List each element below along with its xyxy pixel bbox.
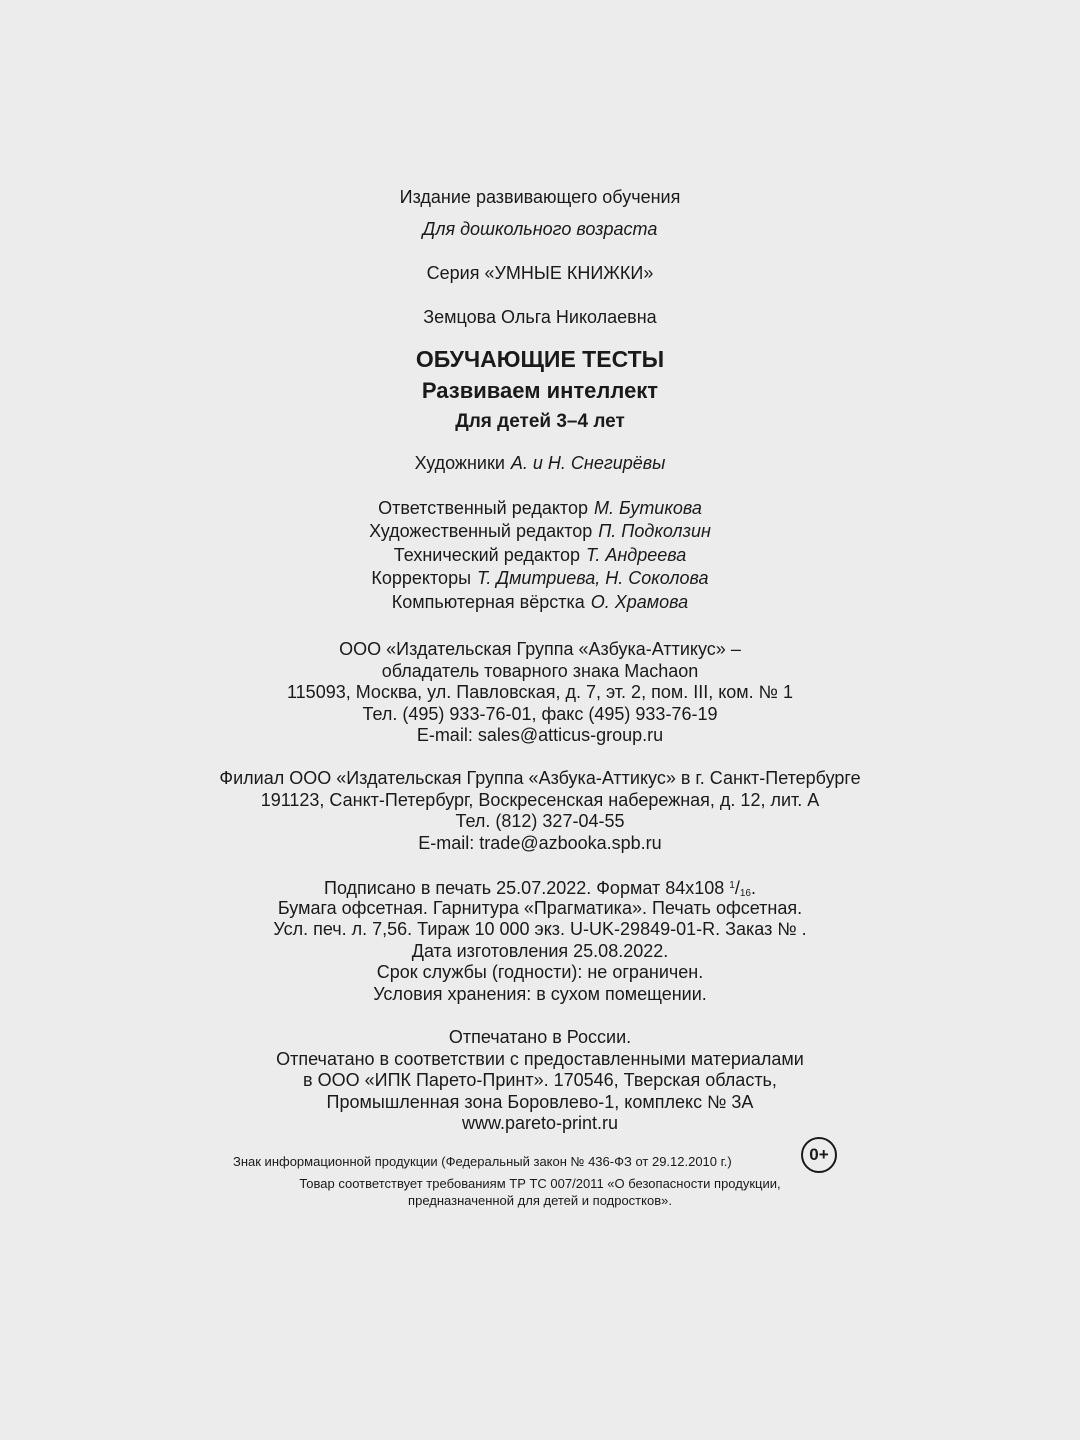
- branch-phone: Тел. (812) 327-04-55: [455, 811, 625, 831]
- format-numerator: 1: [729, 880, 735, 891]
- edition-type: Издание развивающего обучения: [399, 187, 681, 207]
- credit-name: Т. Дмитриева, Н. Соколова: [477, 568, 709, 588]
- book-title: ОБУЧАЮЩИЕ ТЕСТЫ: [415, 346, 665, 372]
- signed-text: Подписано в печать 25.07.2022. Формат 84x108: [324, 878, 725, 898]
- info-sign: Знак информационной продукции (Федеральный закон № 436-ФЗ от 29.12.2010 г.): [233, 1154, 732, 1169]
- shelf-life: Срок службы (годности): не ограничен.: [376, 962, 704, 982]
- credit-line: [0, 520, 1080, 542]
- author: Земцова Ольга Николаевна: [423, 307, 657, 327]
- credit-line: [0, 544, 1080, 566]
- signed-to-print: Подписано в печать 25.07.2022. Формат 84x108 $^1/_{16}$.: [324, 878, 756, 899]
- credit-role: Ответственный редактор: [378, 498, 588, 518]
- branch-name: Филиал ООО «Издательская Группа «Азбука-Аттикус» в г. Санкт-Петербурге: [219, 768, 861, 788]
- printer-name: в ООО «ИПК Парето-Принт». 170546, Тверская область,: [303, 1070, 777, 1090]
- publisher-email: E-mail: sales@atticus-group.ru: [416, 725, 664, 745]
- artists-label: Художники: [414, 453, 505, 473]
- credit-name: Т. Андреева: [585, 545, 687, 565]
- compliance-line-2: предназначенной для детей и подростков».: [408, 1193, 672, 1208]
- book-subtitle: Развиваем интеллект: [421, 378, 659, 403]
- format-denominator: 16: [739, 888, 751, 899]
- sheets-info: Усл. печ. л. 7,56. Тираж 10 000 экз. U-UK-29849-01-R. Заказ № .: [273, 919, 807, 939]
- branch-email: E-mail: trade@azbooka.spb.ru: [418, 833, 662, 853]
- credit-name: П. Подколзин: [598, 521, 711, 541]
- manufacture-date: Дата изготовления 25.08.2022.: [411, 941, 669, 961]
- credit-role: Корректоры: [371, 568, 472, 588]
- publisher-trademark: обладатель товарного знака Machaon: [381, 661, 699, 681]
- storage-conditions: Условия хранения: в сухом помещении.: [373, 984, 707, 1004]
- publisher-name: ООО «Издательская Группа «Азбука-Аттикус» –: [339, 639, 741, 659]
- credit-role: Технический редактор: [393, 545, 580, 565]
- publisher-address: 115093, Москва, ул. Павловская, д. 7, эт. 2, пом. III, ком. № 1: [287, 682, 793, 702]
- compliance-line-1: Товар соответствует требованиям ТР ТС 007/2011 «О безопасности продукции,: [299, 1176, 781, 1191]
- series: Серия «УМНЫЕ КНИЖКИ»: [426, 263, 654, 283]
- publisher-phone: Тел. (495) 933-76-01, факс (495) 933-76-19: [362, 704, 718, 724]
- branch-address: 191123, Санкт-Петербург, Воскресенская набережная, д. 12, лит. А: [260, 790, 820, 810]
- artists-names: А. и Н. Снегирёвы: [510, 453, 666, 473]
- printed-materials: Отпечатано в соответствии с предоставленными материалами: [276, 1049, 804, 1069]
- credit-line: [0, 497, 1080, 519]
- credit-line: [0, 591, 1080, 613]
- audience: Для дошкольного возраста: [422, 219, 658, 239]
- credit-name: М. Бутикова: [594, 498, 702, 518]
- credit-line: [0, 567, 1080, 589]
- printer-address: Промышленная зона Боровлево-1, комплекс № 3А: [326, 1092, 754, 1112]
- paper-info: Бумага офсетная. Гарнитура «Прагматика». Печать офсетная.: [277, 898, 803, 918]
- age-rating-badge: 0+: [801, 1137, 837, 1173]
- credit-role: Художественный редактор: [369, 521, 593, 541]
- signed-suffix: .: [750, 878, 756, 898]
- credit-name: О. Храмова: [590, 592, 689, 612]
- printed-country: Отпечатано в России.: [448, 1027, 632, 1047]
- age-range: Для детей 3–4 лет: [455, 411, 625, 432]
- artists-line: [0, 452, 1080, 474]
- printer-website: www.pareto-print.ru: [461, 1113, 619, 1133]
- credit-role: Компьютерная вёрстка: [391, 592, 585, 612]
